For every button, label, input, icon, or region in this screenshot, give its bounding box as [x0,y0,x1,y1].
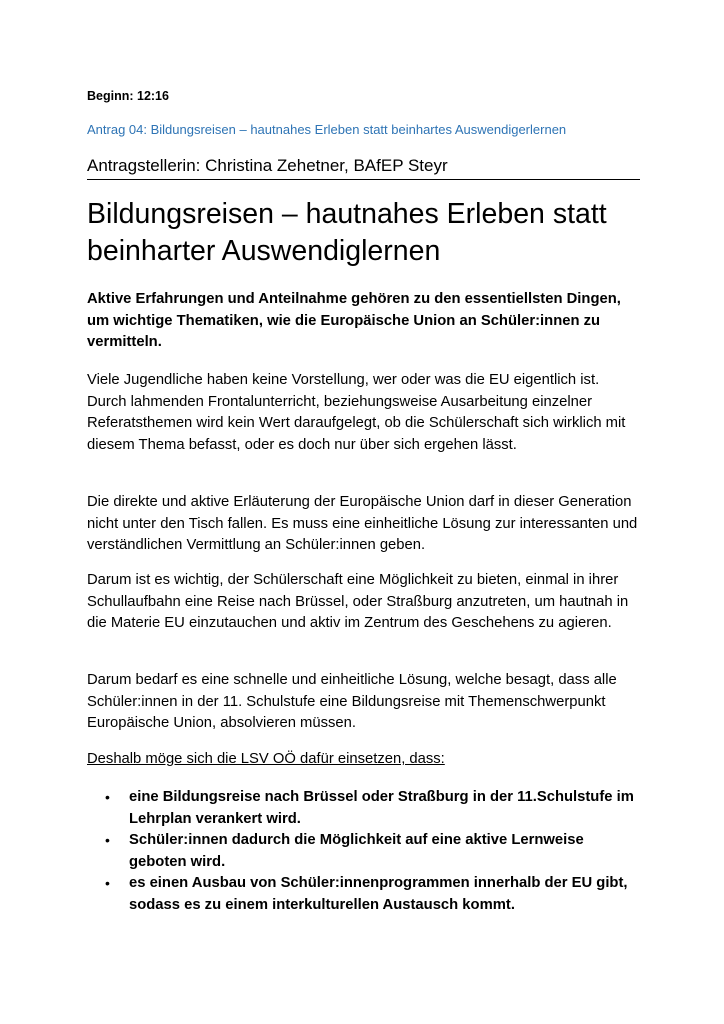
body-paragraph-4: Darum bedarf es eine schnelle und einheitliche Lösung, welche besagt, dass alle Schüler:innen in der 11. Schulstufe eine Bildungsreise mit Themenschwerpunkt Europäische Union, absolvieren müssen. [87,672,617,731]
demand-item-3 [87,873,640,916]
bullet-icon: • [105,832,110,848]
applicant-line: Antragstellerin: Christina Zehetner, BAfEP Steyr [87,155,640,180]
demand-intro: Deshalb möge sich die LSV OÖ dafür einsetzen, dass: [87,751,445,767]
bullet-icon: • [105,789,110,805]
demand-text: Schüler:innen dadurch die Möglichkeit auf eine aktive Lernweise geboten wird. [129,832,584,870]
demand-item-1 [87,787,640,830]
motion-reference: Antrag 04: Bildungsreisen – hautnahes Erleben statt beinhartes Auswendigerlernen [87,122,567,137]
demand-text: eine Bildungsreise nach Brüssel oder Straßburg in der 11.Schulstufe im Lehrplan verankert wird. [129,789,634,827]
lead-paragraph: Aktive Erfahrungen und Anteilnahme gehören zu den essentiellsten Dingen, um wichtige Thematiken, wie die Europäische Union an Schüler:innen zu vermitteln. [87,291,621,350]
document-title: Bildungsreisen – hautnahes Erleben statt beinharter Auswendiglernen [87,198,607,267]
body-paragraph-2: Die direkte und aktive Erläuterung der Europäische Union darf in dieser Generation nicht unter den Tisch fallen. Es muss eine einheitliche Lösung zur interessanten und verständlichen Vermittlung an Schüler:innen geben. [87,494,638,553]
demand-item-2 [87,830,640,873]
body-paragraph-1: Viele Jugendliche haben keine Vorstellung, wer oder was die EU eigentlich ist. Durch lahmenden Frontalunterricht, beziehungsweise Ausarbeitung einzelner Referatsthemen wird kein Wert daraufgelegt, ob die Schülerschaft sich wirklich mit diesem Thema befasst, oder es doch nur über sich ergehen lässt. [87,372,626,453]
start-time: Beginn: 12:16 [87,89,169,103]
demand-list [87,787,640,916]
demand-text: es einen Ausbau von Schüler:innenprogrammen innerhalb der EU gibt, sodass es zu einem interkulturellen Austausch kommt. [129,875,628,913]
bullet-icon: • [105,875,110,891]
body-paragraph-3: Darum ist es wichtig, der Schülerschaft eine Möglichkeit zu bieten, einmal in ihrer Schullaufbahn eine Reise nach Brüssel, oder Straßburg anzutreten, um hautnah in die Materie EU einzutauchen und aktiv im Zentrum des Geschehens zu agieren. [87,572,629,631]
